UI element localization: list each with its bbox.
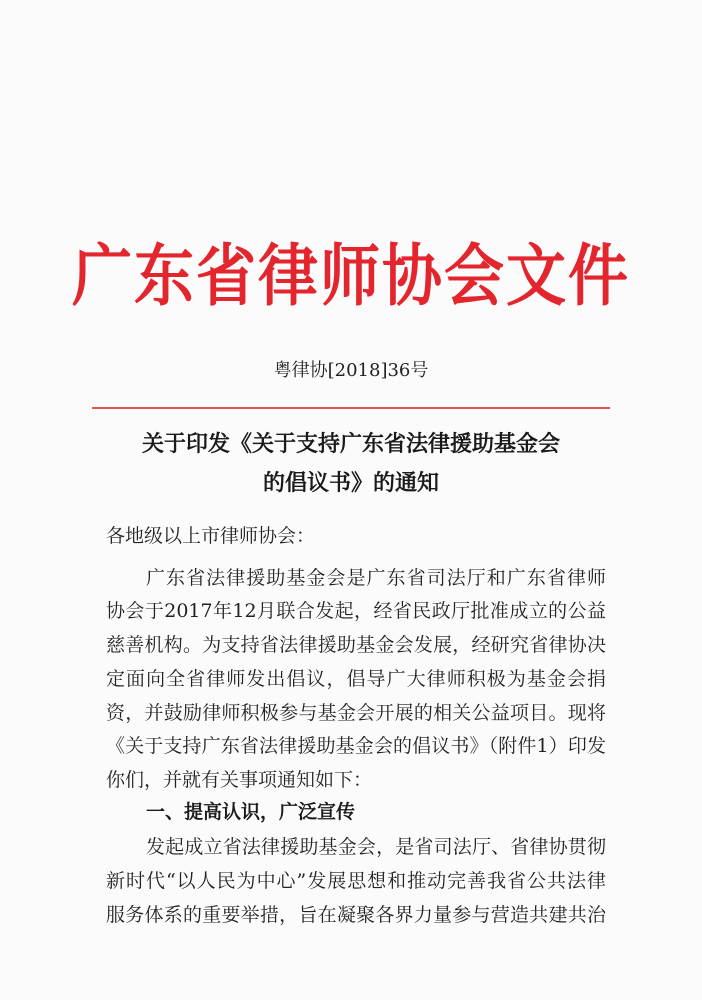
red-divider	[92, 407, 610, 409]
paragraph1-line: 广东省法律援助基金会是广东省司法厅和广东省律师	[146, 567, 606, 589]
paragraph2-line: 新时代“以人民为中心”发展思想和推动完善我省公共法律	[106, 870, 606, 892]
paragraph1-line: 定面向全省律师发出倡议，倡导广大律师积极为基金会捐	[106, 668, 606, 690]
paragraph2-line: 服务体系的重要举措，旨在凝聚各界力量参与营造共建共治	[106, 904, 606, 926]
title-line-1: 关于印发《关于支持广东省法律援助基金会	[141, 432, 560, 457]
paragraph1-line: 协会于2017年12月联合发起，经省民政厅批准成立的公益	[106, 600, 606, 622]
section-heading: 一、提高认识，广泛宣传	[146, 801, 356, 823]
paragraph1-line: 慈善机构。为支持省法律援助基金会发展，经研究省律协决	[106, 634, 606, 656]
document-number: 粤律协[2018]36号	[273, 360, 429, 381]
paragraph1-line: 《关于支持广东省法律援助基金会的倡议书》（附件1）印发	[106, 735, 606, 757]
paragraph1-line: 资，并鼓励律师积极参与基金会开展的相关公益项目。现将	[106, 702, 606, 724]
addressee: 各地级以上市律师协会：	[106, 525, 316, 547]
title-line-2: 的倡议书》的通知	[262, 471, 439, 496]
paragraph2-line: 发起成立省法律援助基金会，是省司法厅、省律协贯彻	[146, 836, 606, 858]
masthead: 广东省律师协会文件	[72, 237, 630, 316]
paragraph1-line: 你们，并就有关事项通知如下：	[106, 769, 373, 791]
